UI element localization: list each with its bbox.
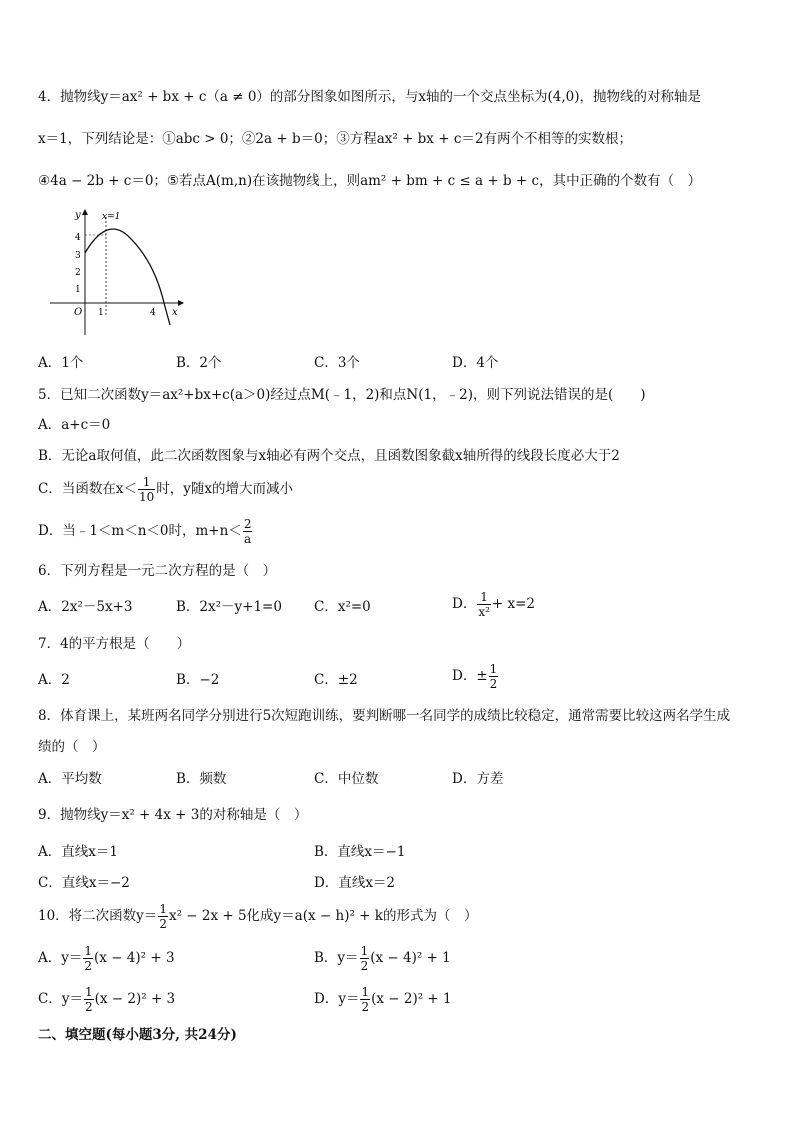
q7-option-a[interactable]: A．2 bbox=[38, 672, 70, 688]
q10-option-d[interactable]: D．y＝ $\frac{1}{2}$ (x − 2)² + 1 bbox=[314, 985, 452, 1014]
q9-option-b[interactable]: B．直线x＝−1 bbox=[314, 844, 406, 860]
q7-option-d[interactable]: D．± $\frac{1}{2}$ bbox=[452, 662, 498, 691]
q10-stem: 10．将二次函数y＝ $\frac{1}{2}$ x² − 2x + 5化成y＝a(x − h)² + k的形式为（ ） bbox=[38, 902, 478, 931]
q9-option-c[interactable]: C．直线x＝−2 bbox=[38, 875, 130, 891]
q4-option-b[interactable]: B．2个 bbox=[176, 355, 222, 371]
q6-option-a[interactable]: A．2x²－5x+3 bbox=[38, 599, 133, 615]
q9-stem: 9．抛物线y＝x² + 4x + 3的对称轴是（ ） bbox=[38, 807, 308, 823]
q10-option-b[interactable]: B．y＝ $\frac{1}{2}$ (x − 4)² + 1 bbox=[314, 944, 451, 973]
axis-y-label: y bbox=[75, 210, 81, 221]
q4-parabola-graph bbox=[46, 205, 191, 345]
q5-d-fraction: $\frac{2}{a}$ bbox=[243, 517, 252, 546]
y-tick-1: 1 bbox=[75, 285, 81, 295]
x-tick-1: 1 bbox=[98, 308, 104, 318]
q5-option-c[interactable] bbox=[38, 475, 293, 504]
y-tick-2: 2 bbox=[75, 268, 81, 278]
y-axis-arrow-icon bbox=[82, 209, 88, 215]
q8-option-c[interactable]: C．中位数 bbox=[314, 771, 379, 787]
y-tick-3: 3 bbox=[75, 251, 81, 261]
q8-option-a[interactable]: A．平均数 bbox=[38, 771, 102, 787]
q8-line1: 8．体育课上，某班两名同学分别进行5次短跑训练，要判断哪一名同学的成绩比较稳定，通常需要比较这两名学生成 bbox=[38, 708, 731, 724]
q9-option-a[interactable]: A．直线x＝1 bbox=[38, 844, 118, 860]
y-tick-4: 4 bbox=[75, 233, 81, 243]
q7-option-c[interactable]: C．±2 bbox=[314, 672, 358, 688]
x-axis-arrow-icon bbox=[178, 300, 184, 306]
q10-option-a[interactable]: A．y＝ $\frac{1}{2}$ (x − 4)² + 3 bbox=[38, 944, 175, 973]
q5-option-b[interactable]: B．无论a取何值，此二次函数图象与x轴必有两个交点，且函数图象截x轴所得的线段长度必大于2 bbox=[38, 448, 620, 464]
origin-label: O bbox=[74, 307, 83, 318]
sym-label: x=1 bbox=[102, 212, 121, 222]
q7-option-b[interactable]: B．−2 bbox=[176, 672, 220, 688]
q4-option-a[interactable]: A．1个 bbox=[38, 355, 84, 371]
q4-line2: x＝1，下列结论是：①abc > 0；②2a + b＝0；③方程ax² + bx + c＝2有两个不相等的实数根； bbox=[38, 131, 632, 147]
q8-option-b[interactable]: B．频数 bbox=[176, 771, 227, 787]
q8-option-d[interactable]: D．方差 bbox=[452, 771, 504, 787]
q10-stem-fraction: $\frac{1}{2}$ bbox=[159, 902, 167, 931]
q5-c-post: 时，y随x的增大而减小 bbox=[156, 481, 293, 497]
x-tick-4: 4 bbox=[150, 308, 156, 318]
q6-d-fraction: $\frac{1}{\text{x²}}$ bbox=[478, 590, 490, 619]
q4-line3: ④4a − 2b + c＝0；⑤若点A(m,n)在该抛物线上，则am² + bm + c ≤ a + b + c，其中正确的个数有（ ） bbox=[38, 173, 702, 189]
q5-option-a[interactable]: A．a+c＝0 bbox=[38, 417, 111, 433]
q5-c-pre: C．当函数在x＜ bbox=[38, 481, 137, 497]
section-2-heading: 二、填空题(每小题3分, 共24分) bbox=[38, 1027, 237, 1043]
q5-d-pre: D．当﹣1＜m＜n＜0时，m+n＜ bbox=[38, 523, 242, 539]
q6-option-b[interactable]: B．2x²－y+1=0 bbox=[176, 599, 282, 615]
q5-option-d[interactable] bbox=[38, 517, 253, 546]
q6-option-d[interactable]: D． $\frac{1}{\text{x²}}$ + x=2 bbox=[452, 590, 536, 619]
q7-stem: 7．4的平方根是（ ） bbox=[38, 636, 191, 652]
q6-option-c[interactable]: C．x²=0 bbox=[314, 599, 371, 615]
q9-option-d[interactable]: D．直线x＝2 bbox=[314, 875, 396, 891]
q8-line2: 绩的（ ） bbox=[38, 739, 106, 755]
axis-x-label: x bbox=[172, 307, 178, 318]
q7-d-fraction: $\frac{1}{2}$ bbox=[489, 662, 498, 691]
q5-c-fraction: $\frac{1}{10}$ bbox=[138, 475, 155, 504]
q6-stem: 6．下列方程是一元二次方程的是（ ） bbox=[38, 563, 277, 579]
q10-option-c[interactable]: C．y＝ $\frac{1}{2}$ (x − 2)² + 3 bbox=[38, 985, 176, 1014]
q4-line1: 4．抛物线y＝ax² + bx + c（a ≠ 0）的部分图象如图所示，与x轴的一个交点坐标为(4,0)，抛物线的对称轴是 bbox=[38, 89, 702, 105]
q5-stem: 5．已知二次函数y＝ax²+bx+c(a＞0)经过点M(﹣1，2)和点N(1，﹣2)，则下列说法错误的是( ) bbox=[38, 387, 646, 403]
q4-option-c[interactable]: C．3个 bbox=[314, 355, 360, 371]
q4-option-d[interactable]: D．4个 bbox=[452, 355, 499, 371]
